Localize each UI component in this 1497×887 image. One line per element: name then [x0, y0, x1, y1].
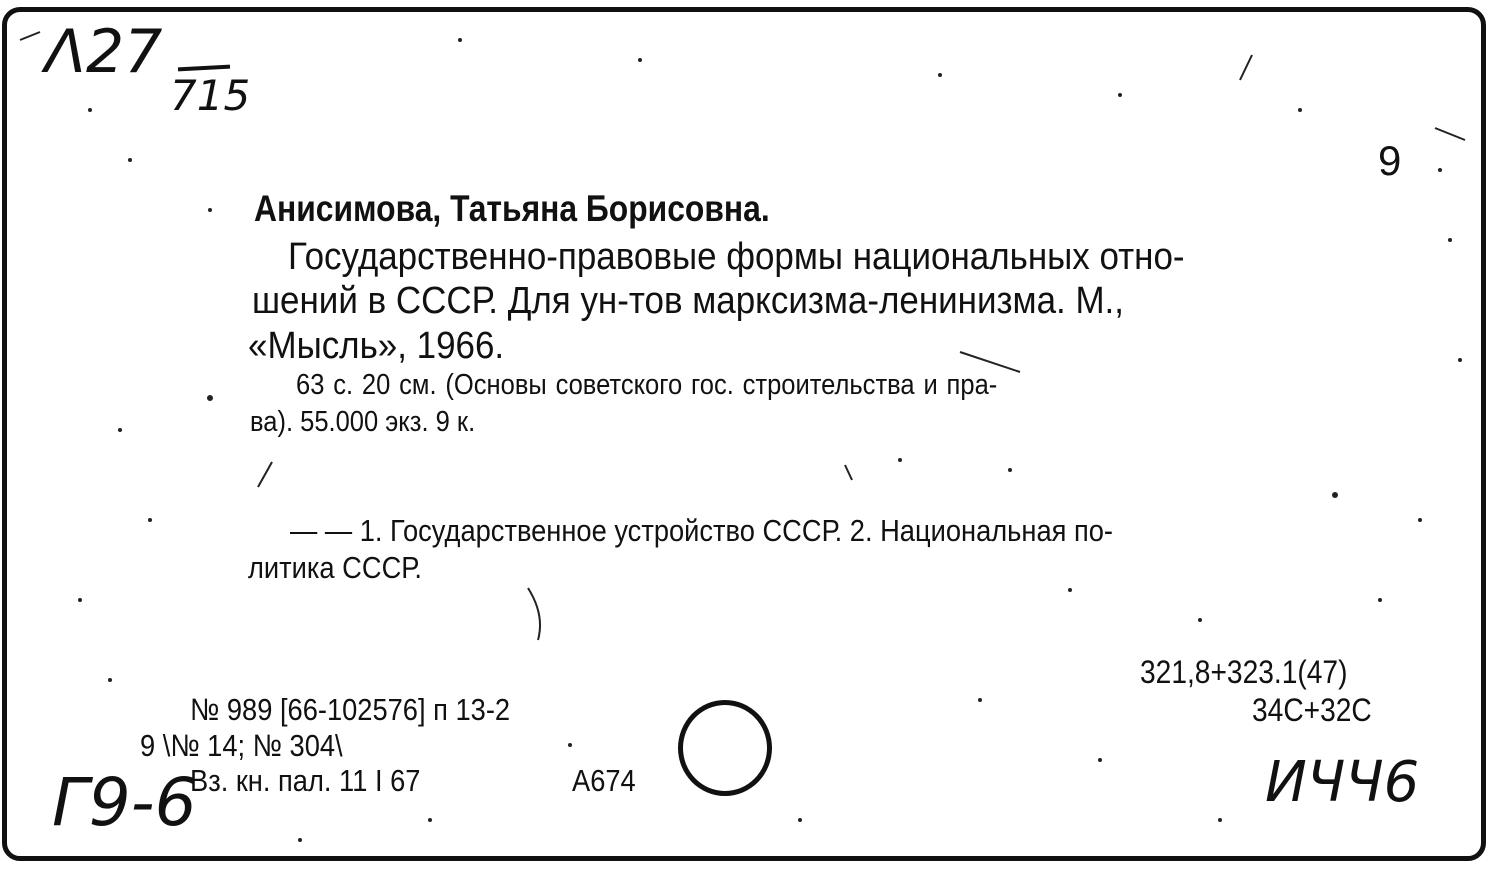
imprint-line-3-b: А674	[572, 763, 636, 798]
handwritten-bottom-right-code: ИЧЧ6	[1265, 750, 1420, 815]
handwritten-shelf-denominator: 715	[170, 71, 251, 120]
imprint-line-2: 9 \№ 14; № 304\	[140, 728, 343, 763]
title-line-2: шений в СССР. Для ун-тов марксизма-ленинизма. М.,	[252, 280, 1124, 322]
title-line-1: Государственно-правовые формы национальных отно-	[288, 236, 1185, 278]
subject-line-1: — — 1. Государственное устройство СССР. 2. Национальная по-	[290, 513, 1114, 548]
physical-description-line-2: ва). 55.000 экз. 9 к.	[250, 406, 476, 438]
card-number: 9	[1378, 137, 1402, 184]
author-heading: Анисимова, Татьяна Борисовна.	[254, 188, 770, 229]
handwritten-shelf-number: Λ27	[45, 17, 163, 87]
imprint-line-3-a: Вз. кн. пал. 11 I 67	[190, 763, 421, 798]
classification-line-2: 34С+32С	[1252, 692, 1372, 728]
title-line-3: «Мысль», 1966.	[248, 325, 505, 367]
physical-description-line-1: 63 с. 20 см. (Основы советского гос. строительства и пра-	[296, 369, 998, 401]
subject-line-2: литика СССР.	[248, 550, 422, 585]
handwritten-bottom-left-code: Г9-6	[52, 764, 197, 841]
imprint-line-1: № 989 [66-102576] п 13-2	[190, 692, 511, 727]
classification-line-1: 321,8+323.1(47)	[1140, 654, 1348, 690]
